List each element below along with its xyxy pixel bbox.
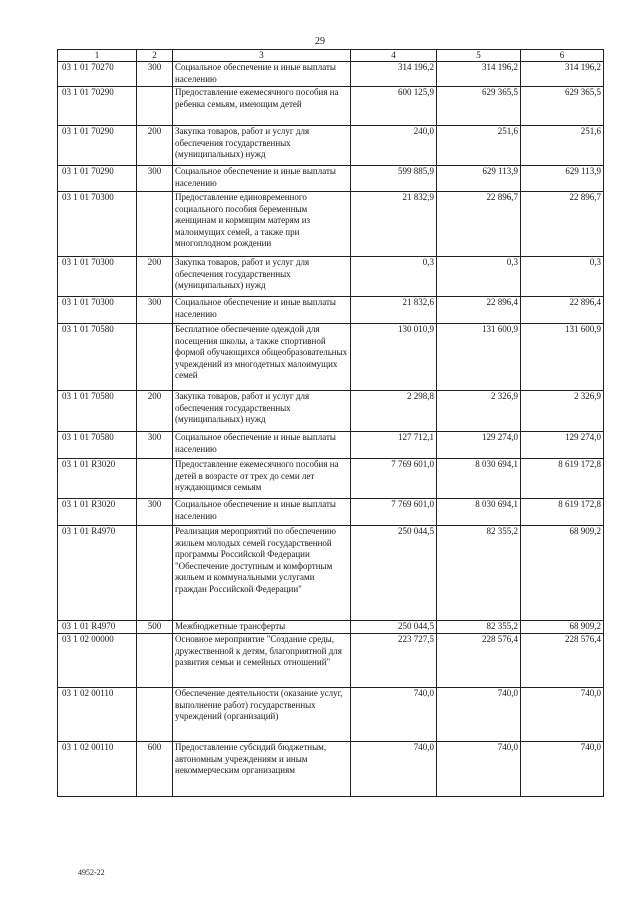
row-name: Социальное обеспечение и иные выплаты населению — [173, 166, 351, 192]
row-value-year-1: 740,0 — [351, 742, 437, 797]
row-name: Предоставление субсидий бюджетным, автономным учреждениям и иным некоммерческим организациям — [173, 742, 351, 797]
row-code: 03 1 02 00110 — [58, 688, 137, 742]
row-value-year-2: 82 355,2 — [437, 621, 521, 634]
table-row — [58, 166, 604, 192]
row-value-year-3: 2 326,9 — [521, 391, 604, 432]
row-value-year-1: 599 885,9 — [351, 166, 437, 192]
row-name: Обеспечение деятельности (оказание услуг, выполнение работ) государственных учреждений (организаций) — [173, 688, 351, 742]
row-value-year-1: 250 044,5 — [351, 526, 437, 621]
row-expense-type: 200 — [137, 257, 173, 297]
row-value-year-2: 129 274,0 — [437, 432, 521, 459]
row-code: 03 1 01 R3020 — [58, 499, 137, 526]
row-expense-type: 200 — [137, 391, 173, 432]
row-expense-type: 300 — [137, 166, 173, 192]
row-expense-type: 300 — [137, 62, 173, 87]
row-value-year-3: 129 274,0 — [521, 432, 604, 459]
row-expense-type — [137, 192, 173, 257]
table-row — [58, 297, 604, 324]
row-value-year-1: 600 125,9 — [351, 87, 437, 126]
row-name: Социальное обеспечение и иные выплаты населению — [173, 499, 351, 526]
row-value-year-2: 629 365,5 — [437, 87, 521, 126]
row-expense-type — [137, 634, 173, 688]
row-value-year-1: 2 298,8 — [351, 391, 437, 432]
budget-table — [57, 49, 604, 797]
row-expense-type — [137, 459, 173, 499]
row-value-year-3: 68 909,2 — [521, 621, 604, 634]
row-code: 03 1 01 R4970 — [58, 621, 137, 634]
row-value-year-2: 22 896,7 — [437, 192, 521, 257]
row-value-year-2: 8 030 694,1 — [437, 459, 521, 499]
table-row — [58, 62, 604, 87]
row-name: Закупка товаров, работ и услуг для обеспечения государственных (муниципальных) нужд — [173, 391, 351, 432]
row-name: Социальное обеспечение и иные выплаты населению — [173, 432, 351, 459]
table-row — [58, 688, 604, 742]
row-expense-type — [137, 324, 173, 391]
row-expense-type: 300 — [137, 432, 173, 459]
row-value-year-3: 68 909,2 — [521, 526, 604, 621]
row-expense-type — [137, 688, 173, 742]
page-number: 29 — [315, 36, 325, 47]
table-row — [58, 192, 604, 257]
row-value-year-1: 240,0 — [351, 126, 437, 166]
table-row — [58, 432, 604, 459]
row-value-year-2: 740,0 — [437, 742, 521, 797]
row-name: Закупка товаров, работ и услуг для обеспечения государственных (муниципальных) нужд — [173, 257, 351, 297]
row-name: Межбюджетные трансферты — [173, 621, 351, 634]
row-name: Предоставление ежемесячного пособия на детей в возрасте от трех до семи лет нуждающимся семьям — [173, 459, 351, 499]
column-header: 1 — [58, 50, 137, 62]
row-expense-type: 600 — [137, 742, 173, 797]
row-value-year-3: 629 113,9 — [521, 166, 604, 192]
row-value-year-1: 7 769 601,0 — [351, 499, 437, 526]
row-value-year-2: 82 355,2 — [437, 526, 521, 621]
row-value-year-1: 7 769 601,0 — [351, 459, 437, 499]
row-name: Бесплатное обеспечение одеждой для посещения школы, а также спортивной формой обучающихся общеобразовательных учреждений из многодетных малоимущих семей — [173, 324, 351, 391]
row-value-year-1: 127 712,1 — [351, 432, 437, 459]
table-row — [58, 87, 604, 126]
row-value-year-1: 0,3 — [351, 257, 437, 297]
row-value-year-2: 251,6 — [437, 126, 521, 166]
row-value-year-3: 314 196,2 — [521, 62, 604, 87]
row-code: 03 1 01 70300 — [58, 192, 137, 257]
table-row — [58, 324, 604, 391]
column-header: 5 — [437, 50, 521, 62]
row-value-year-2: 629 113,9 — [437, 166, 521, 192]
row-value-year-1: 223 727,5 — [351, 634, 437, 688]
row-value-year-3: 740,0 — [521, 688, 604, 742]
row-value-year-3: 8 619 172,8 — [521, 499, 604, 526]
row-value-year-2: 8 030 694,1 — [437, 499, 521, 526]
table-header-row — [58, 50, 604, 62]
row-value-year-3: 740,0 — [521, 742, 604, 797]
row-value-year-2: 22 896,4 — [437, 297, 521, 324]
row-value-year-3: 8 619 172,8 — [521, 459, 604, 499]
row-code: 03 1 01 70580 — [58, 324, 137, 391]
document-footer-code: 4952-22 — [78, 868, 105, 877]
row-code: 03 1 01 70290 — [58, 126, 137, 166]
row-value-year-1: 250 044,5 — [351, 621, 437, 634]
row-expense-type — [137, 87, 173, 126]
row-code: 03 1 02 00000 — [58, 634, 137, 688]
row-code: 03 1 02 00110 — [58, 742, 137, 797]
table-row — [58, 742, 604, 797]
row-name: Реализация мероприятий по обеспечению жильем молодых семей государственной программы Российской Федерации "Обеспечение доступным и комфортным жильем и коммунальными услугами граждан Российской Федерации" — [173, 526, 351, 621]
row-name: Предоставление ежемесячного пособия на ребенка семьям, имеющим детей — [173, 87, 351, 126]
column-header: 2 — [137, 50, 173, 62]
row-code: 03 1 01 70300 — [58, 297, 137, 324]
row-value-year-2: 2 326,9 — [437, 391, 521, 432]
column-header: 6 — [521, 50, 604, 62]
row-value-year-3: 22 896,4 — [521, 297, 604, 324]
row-name: Социальное обеспечение и иные выплаты населению — [173, 62, 351, 87]
row-code: 03 1 01 70290 — [58, 166, 137, 192]
row-value-year-3: 228 576,4 — [521, 634, 604, 688]
row-expense-type: 200 — [137, 126, 173, 166]
row-expense-type: 300 — [137, 297, 173, 324]
column-header: 3 — [173, 50, 351, 62]
row-expense-type: 300 — [137, 499, 173, 526]
row-value-year-2: 740,0 — [437, 688, 521, 742]
table-row — [58, 499, 604, 526]
row-value-year-3: 629 365,5 — [521, 87, 604, 126]
row-code: 03 1 01 R4970 — [58, 526, 137, 621]
row-value-year-1: 130 010,9 — [351, 324, 437, 391]
row-name: Закупка товаров, работ и услуг для обеспечения государственных (муниципальных) нужд — [173, 126, 351, 166]
table-row — [58, 526, 604, 621]
table-row — [58, 459, 604, 499]
row-value-year-3: 22 896,7 — [521, 192, 604, 257]
row-code: 03 1 01 70580 — [58, 432, 137, 459]
row-value-year-1: 21 832,6 — [351, 297, 437, 324]
table-row — [58, 621, 604, 634]
row-name: Основное мероприятие "Создание среды, дружественной к детям, благоприятной для развития семьи и семейных отношений" — [173, 634, 351, 688]
row-value-year-3: 131 600,9 — [521, 324, 604, 391]
row-value-year-1: 314 196,2 — [351, 62, 437, 87]
row-expense-type — [137, 526, 173, 621]
row-code: 03 1 01 70270 — [58, 62, 137, 87]
table-row — [58, 391, 604, 432]
row-code: 03 1 01 70300 — [58, 257, 137, 297]
row-value-year-3: 251,6 — [521, 126, 604, 166]
row-value-year-2: 0,3 — [437, 257, 521, 297]
table-row — [58, 126, 604, 166]
row-value-year-2: 228 576,4 — [437, 634, 521, 688]
row-code: 03 1 01 R3020 — [58, 459, 137, 499]
row-value-year-1: 740,0 — [351, 688, 437, 742]
row-value-year-2: 131 600,9 — [437, 324, 521, 391]
row-value-year-3: 0,3 — [521, 257, 604, 297]
row-name: Предоставление единовременного социального пособия беременным женщинам и кормящим матерям из малоимущих семей, а также при многоплодном рождении — [173, 192, 351, 257]
row-value-year-2: 314 196,2 — [437, 62, 521, 87]
row-expense-type: 500 — [137, 621, 173, 634]
row-name: Социальное обеспечение и иные выплаты населению — [173, 297, 351, 324]
row-value-year-1: 21 832,9 — [351, 192, 437, 257]
table-row — [58, 257, 604, 297]
column-header: 4 — [351, 50, 437, 62]
row-code: 03 1 01 70290 — [58, 87, 137, 126]
table-row — [58, 634, 604, 688]
row-code: 03 1 01 70580 — [58, 391, 137, 432]
